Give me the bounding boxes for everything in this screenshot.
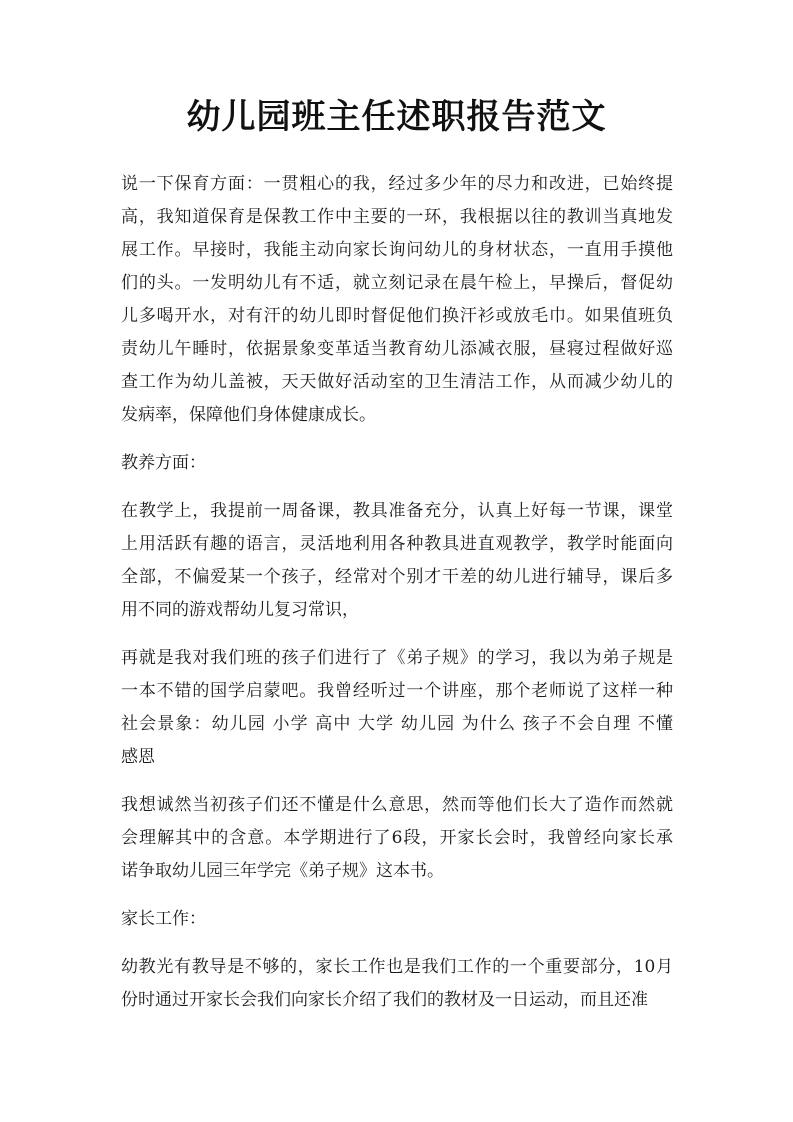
text-line: 社会景象：幼儿园 小学 高中 大学 幼儿园 为什么 孩子不会自理 不懂 bbox=[121, 714, 673, 734]
text-line: 高，我知道保育是保教工作中主要的一环，我根据以往的教训当真地发 bbox=[121, 207, 673, 227]
document-title: 幼儿园班主任述职报告范文 bbox=[186, 97, 607, 137]
paragraph bbox=[121, 951, 673, 1017]
text-line: 一本不错的国学启蒙吧。我曾经听过一个讲座，那个老师说了这样一种 bbox=[121, 681, 673, 701]
text-line: 份时通过开家长会我们向家长介绍了我们的教材及一日运动，而且还准 bbox=[121, 990, 648, 1010]
text-line: 说一下保育方面：一贯粗心的我，经过多少年的尽力和改进，已始终提 bbox=[121, 174, 673, 194]
text-line: 展工作。早接时，我能主动向家长询问幼儿的身材状态，一直用手摸他 bbox=[121, 240, 673, 260]
paragraph bbox=[121, 495, 673, 627]
paragraph bbox=[121, 168, 673, 432]
text-line: 发病率，保障他们身体健康成长。 bbox=[121, 405, 376, 425]
text-line: 教养方面： bbox=[121, 453, 206, 473]
text-line: 感恩 bbox=[121, 747, 155, 767]
text-line: 我想诚然当初孩子们还不懂是什么意思，然而等他们长大了造作而然就 bbox=[121, 795, 673, 815]
text-line: 全部，不偏爱某一个孩子，经常对个别才干差的幼儿进行辅导，课后多 bbox=[121, 567, 673, 587]
text-line: 再就是我对我们班的孩子们进行了《弟子规》的学习，我以为弟子规是 bbox=[121, 648, 673, 668]
document-body bbox=[121, 168, 673, 1032]
text-line: 责幼儿午睡时，依据景象变革适当教育幼儿添减衣服，昼寝过程做好巡 bbox=[121, 339, 673, 359]
text-line: 儿多喝开水，对有汗的幼儿即时督促他们换汗衫或放毛巾。如果值班负 bbox=[121, 306, 673, 326]
section-heading bbox=[121, 447, 673, 480]
section-heading bbox=[121, 903, 673, 936]
text-line: 诺争取幼儿园三年学完《弟子规》这本书。 bbox=[121, 861, 444, 881]
text-line: 们的头。一发明幼儿有不适，就立刻记录在晨午检上，早操后，督促幼 bbox=[121, 273, 673, 293]
text-line: 会理解其中的含意。本学期进行了6段，开家长会时，我曾经向家长承 bbox=[121, 828, 673, 848]
text-line: 用不同的游戏帮幼儿复习常识， bbox=[121, 600, 359, 620]
text-line: 查工作为幼儿盖被，天天做好活动室的卫生清洁工作，从而减少幼儿的 bbox=[121, 372, 673, 392]
text-line: 在教学上，我提前一周备课，教具准备充分，认真上好每一节课，课堂 bbox=[121, 501, 673, 521]
text-line: 家长工作： bbox=[121, 909, 206, 929]
text-line: 幼教光有教导是不够的，家长工作也是我们工作的一个重要部分，10月 bbox=[121, 957, 673, 977]
paragraph bbox=[121, 642, 673, 774]
text-line: 上用活跃有趣的语言，灵活地利用各种教具进直观教学，教学时能面向 bbox=[121, 534, 673, 554]
paragraph bbox=[121, 789, 673, 888]
